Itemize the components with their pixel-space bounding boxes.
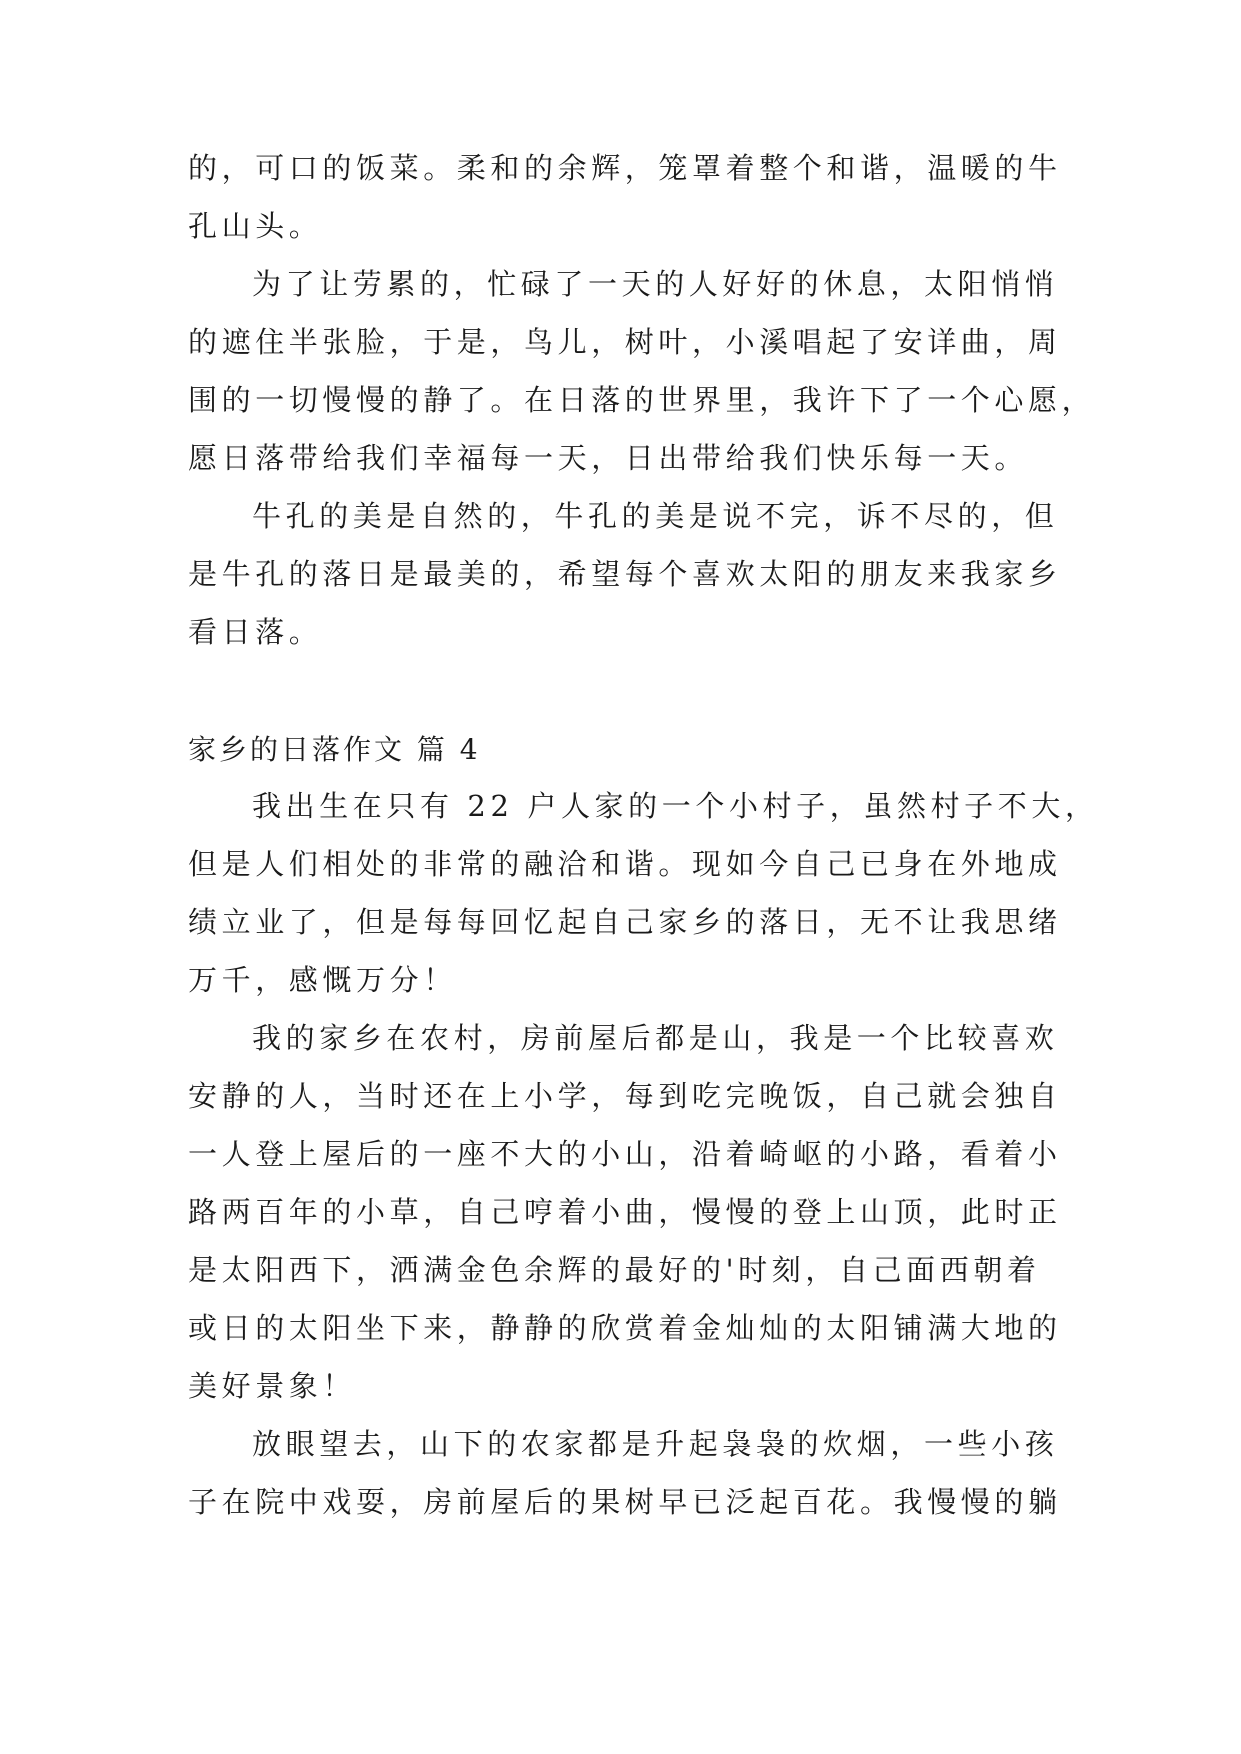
paragraph-line: 我出生在只有 22 户人家的一个小村子，虽然村子不大， — [252, 789, 1099, 823]
paragraph-line: 孔山头。 — [188, 209, 323, 243]
paragraph-line: 安静的人，当时还在上小学，每到吃完晚饭，自己就会独自 — [188, 1079, 1062, 1113]
paragraph-line: 看日落。 — [188, 615, 323, 649]
paragraph-line: 美好景象！ — [188, 1369, 357, 1403]
paragraph-line: 为了让劳累的，忙碌了一天的人好好的休息，太阳悄悄 — [252, 267, 1059, 301]
paragraph-line: 愿日落带给我们幸福每一天，日出带给我们快乐每一天。 — [188, 441, 1029, 475]
paragraph-line: 或日的太阳坐下来，静静的欣赏着金灿灿的太阳铺满大地的 — [188, 1311, 1062, 1345]
paragraph-line: 的遮住半张脸，于是，鸟儿，树叶，小溪唱起了安详曲，周 — [188, 325, 1062, 359]
paragraph-line: 牛孔的美是自然的，牛孔的美是说不完，诉不尽的，但 — [252, 499, 1059, 533]
paragraph-line: 一人登上屋后的一座不大的小山，沿着崎岖的小路，看着小 — [188, 1137, 1062, 1171]
paragraph-line: 我的家乡在农村，房前屋后都是山，我是一个比较喜欢 — [252, 1021, 1059, 1055]
paragraph-line: 的，可口的饭菜。柔和的余辉，笼罩着整个和谐，温暖的牛 — [188, 151, 1062, 185]
paragraph-line: 路两百年的小草，自己哼着小曲，慢慢的登上山顶，此时正 — [188, 1195, 1062, 1229]
paragraph-line: 子在院中戏耍，房前屋后的果树早已泛起百花。我慢慢的躺 — [188, 1485, 1062, 1519]
paragraph-line: 是太阳西下，洒满金色余辉的最好的'时刻，自己面西朝着 — [188, 1253, 1041, 1287]
paragraph-line: 围的一切慢慢的静了。在日落的世界里，我许下了一个心愿， — [188, 383, 1096, 417]
paragraph-line: 万千，感慨万分！ — [188, 963, 457, 997]
paragraph-line: 放眼望去，山下的农家都是升起袅袅的炊烟，一些小孩 — [252, 1427, 1059, 1461]
paragraph-line: 绩立业了，但是每每回忆起自己家乡的落日，无不让我思绪 — [188, 905, 1062, 939]
paragraph-line: 但是人们相处的非常的融洽和谐。现如今自己已身在外地成 — [188, 847, 1062, 881]
paragraph-line: 是牛孔的落日是最美的，希望每个喜欢太阳的朋友来我家乡 — [188, 557, 1062, 591]
section-heading: 家乡的日落作文 篇 4 — [188, 733, 481, 766]
